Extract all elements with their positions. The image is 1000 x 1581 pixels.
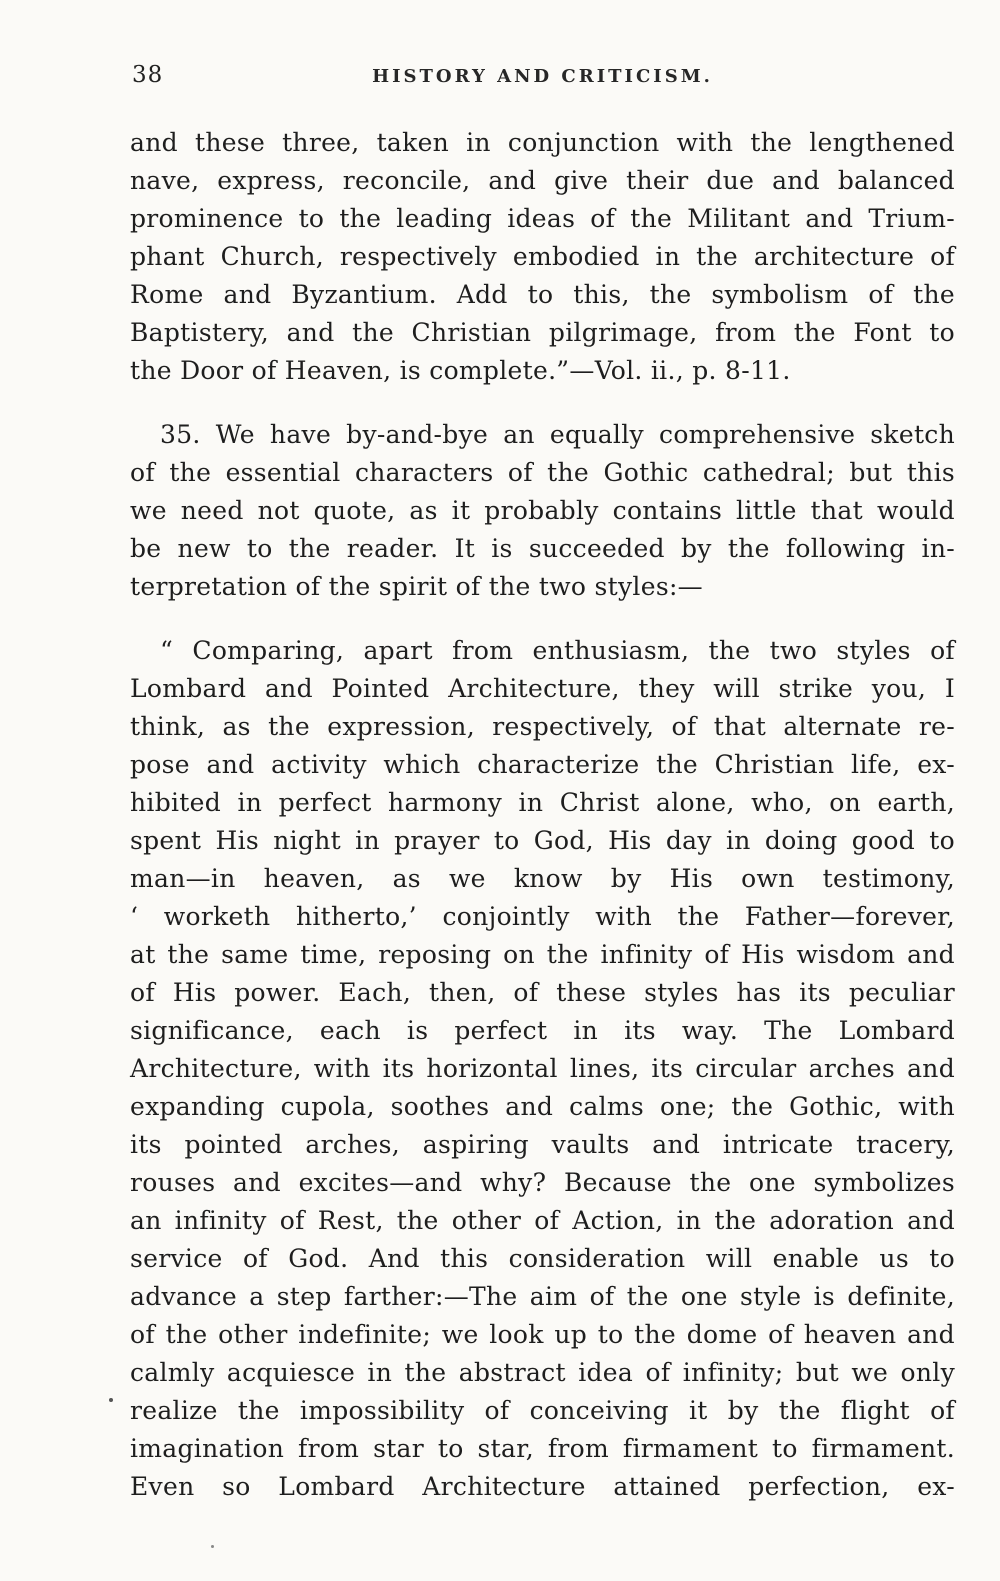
text-line: rouses and excites—and why? Because the one symbolizes	[130, 1168, 955, 1197]
text-line: of the essential characters of the Gothic cathedral; but this	[130, 458, 955, 487]
text-line: think, as the expression, respectively, of that alternate re-	[130, 712, 955, 741]
text-line: imagination from star to star, from firmament to firmament.	[130, 1434, 955, 1463]
text-line: advance a step farther:—The aim of the one style is definite,	[130, 1282, 955, 1311]
text-line: Lombard and Pointed Architecture, they will strike you, I	[130, 674, 955, 703]
text-line: realize the impossibility of conceiving it by the flight of	[130, 1396, 955, 1425]
scan-speck	[211, 1545, 214, 1548]
running-header: HISTORY AND CRITICISM.	[372, 66, 713, 87]
text-line: Baptistery, and the Christian pilgrimage, from the Font to	[130, 318, 955, 347]
text-line: the Door of Heaven, is complete.”—Vol. ii., p. 8-11.	[130, 356, 791, 385]
text-line: spent His night in prayer to God, His day in doing good to	[130, 826, 955, 855]
text-line: of the other indefinite; we look up to the dome of heaven and	[130, 1320, 955, 1349]
text-line: its pointed arches, aspiring vaults and intricate tracery,	[130, 1130, 955, 1159]
paragraph	[130, 416, 955, 606]
text-line: nave, express, reconcile, and give their due and balanced	[130, 166, 955, 195]
text-line: Even so Lombard Architecture attained perfection, ex-	[130, 1472, 955, 1501]
text-line: prominence to the leading ideas of the Militant and Trium-	[130, 204, 955, 233]
text-line: “ Comparing, apart from enthusiasm, the two styles of	[160, 636, 955, 665]
text-line: an infinity of Rest, the other of Action, in the adoration and	[130, 1206, 955, 1235]
text-line: terpretation of the spirit of the two styles:—	[130, 572, 703, 601]
text-line: hibited in perfect harmony in Christ alone, who, on earth,	[130, 788, 955, 817]
scan-speck	[109, 1398, 113, 1402]
text-line: of His power. Each, then, of these styles has its peculiar	[130, 978, 955, 1007]
text-line: Architecture, with its horizontal lines, its circular arches and	[130, 1054, 955, 1083]
text-line: calmly acquiesce in the abstract idea of infinity; but we only	[130, 1358, 955, 1387]
text-line: and these three, taken in conjunction with the lengthened	[130, 128, 955, 157]
text-line: be new to the reader. It is succeeded by the following in-	[130, 534, 955, 563]
text-line: significance, each is perfect in its way. The Lombard	[130, 1016, 955, 1045]
text-line: ‘ worketh hitherto,’ conjointly with the Father—forever,	[130, 902, 955, 931]
paragraph	[130, 632, 955, 1506]
paragraph	[130, 124, 955, 390]
page-header	[130, 60, 955, 94]
text-line: pose and activity which characterize the Christian life, ex-	[130, 750, 955, 779]
text-line: expanding cupola, soothes and calms one; the Gothic, with	[130, 1092, 955, 1121]
text-line: man—in heaven, as we know by His own testimony,	[130, 864, 955, 893]
text-line: service of God. And this consideration will enable us to	[130, 1244, 955, 1273]
text-line: we need not quote, as it probably contains little that would	[130, 496, 955, 525]
page-text	[130, 124, 955, 1506]
text-line: at the same time, reposing on the infinity of His wisdom and	[130, 940, 955, 969]
text-line: Rome and Byzantium. Add to this, the symbolism of the	[130, 280, 955, 309]
text-line: 35. We have by-and-bye an equally comprehensive sketch	[160, 420, 955, 449]
text-line: phant Church, respectively embodied in the architecture of	[130, 242, 955, 271]
page-number: 38	[132, 62, 164, 88]
